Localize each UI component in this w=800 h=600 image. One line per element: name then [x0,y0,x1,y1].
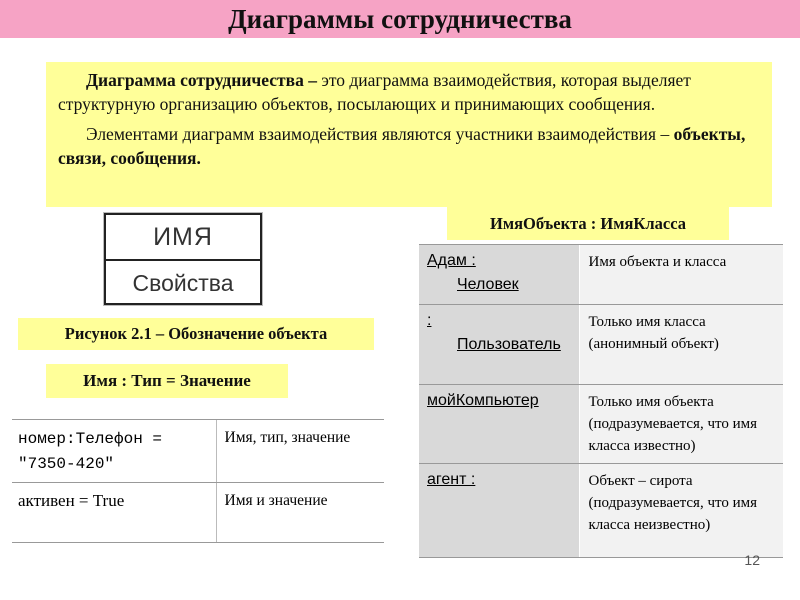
table-row [419,464,783,558]
table-row [12,483,384,543]
object-name-cell: Адам : Человек [419,245,579,305]
definition-box [46,62,772,207]
definition-term: Диаграмма сотрудничества – [86,70,317,90]
object-name-cell: агент : [419,464,579,558]
object-desc-cell: Только имя класса (анонимный объект) [579,305,783,385]
object-desc-cell: Только имя объекта (подразумевается, что имя класса известно) [579,385,783,464]
page-number: 12 [744,552,760,568]
figure-caption: Рисунок 2.1 – Обозначение объекта [18,318,374,350]
title-bar [0,0,800,38]
table-row [419,245,783,305]
elements-list: объекты, связи, сообщения. [58,124,746,168]
object-symbol-name: ИМЯ [106,215,260,261]
object-examples-table [419,244,783,558]
object-name-cell: : Пользователь [419,305,579,385]
table-row [419,305,783,385]
object-syntax-caption: ИмяОбъекта : ИмяКласса [447,207,729,240]
definition-paragraph-1 [58,68,760,116]
slide-title: Диаграммы сотрудничества [228,3,572,34]
object-desc-cell: Имя объекта и класса [579,245,783,305]
table-row [12,420,384,483]
attribute-desc-cell: Имя, тип, значение [216,420,384,483]
definition-paragraph-2 [58,122,760,170]
attribute-code-cell: активен = True [12,483,216,543]
definition-text: это диаграмма взаимодействия, которая выделяет структурную организацию объектов, посылающих и принимающих сообщения. [58,70,691,114]
object-desc-cell: Объект – сирота (подразумевается, что имя класса неизвестно) [579,464,783,558]
object-symbol-properties: Свойства [132,269,234,296]
table-row [419,385,783,464]
attribute-desc-cell: Имя и значение [216,483,384,543]
attribute-syntax-caption: Имя : Тип = Значение [46,364,288,398]
elements-text: Элементами диаграмм взаимодействия являются участники взаимодействия – [86,124,674,144]
object-symbol [104,213,262,305]
attribute-examples-table [12,419,384,543]
object-name-cell: мойКомпьютер [419,385,579,464]
attribute-code-cell: номер:Телефон = "7350-420" [12,420,216,483]
